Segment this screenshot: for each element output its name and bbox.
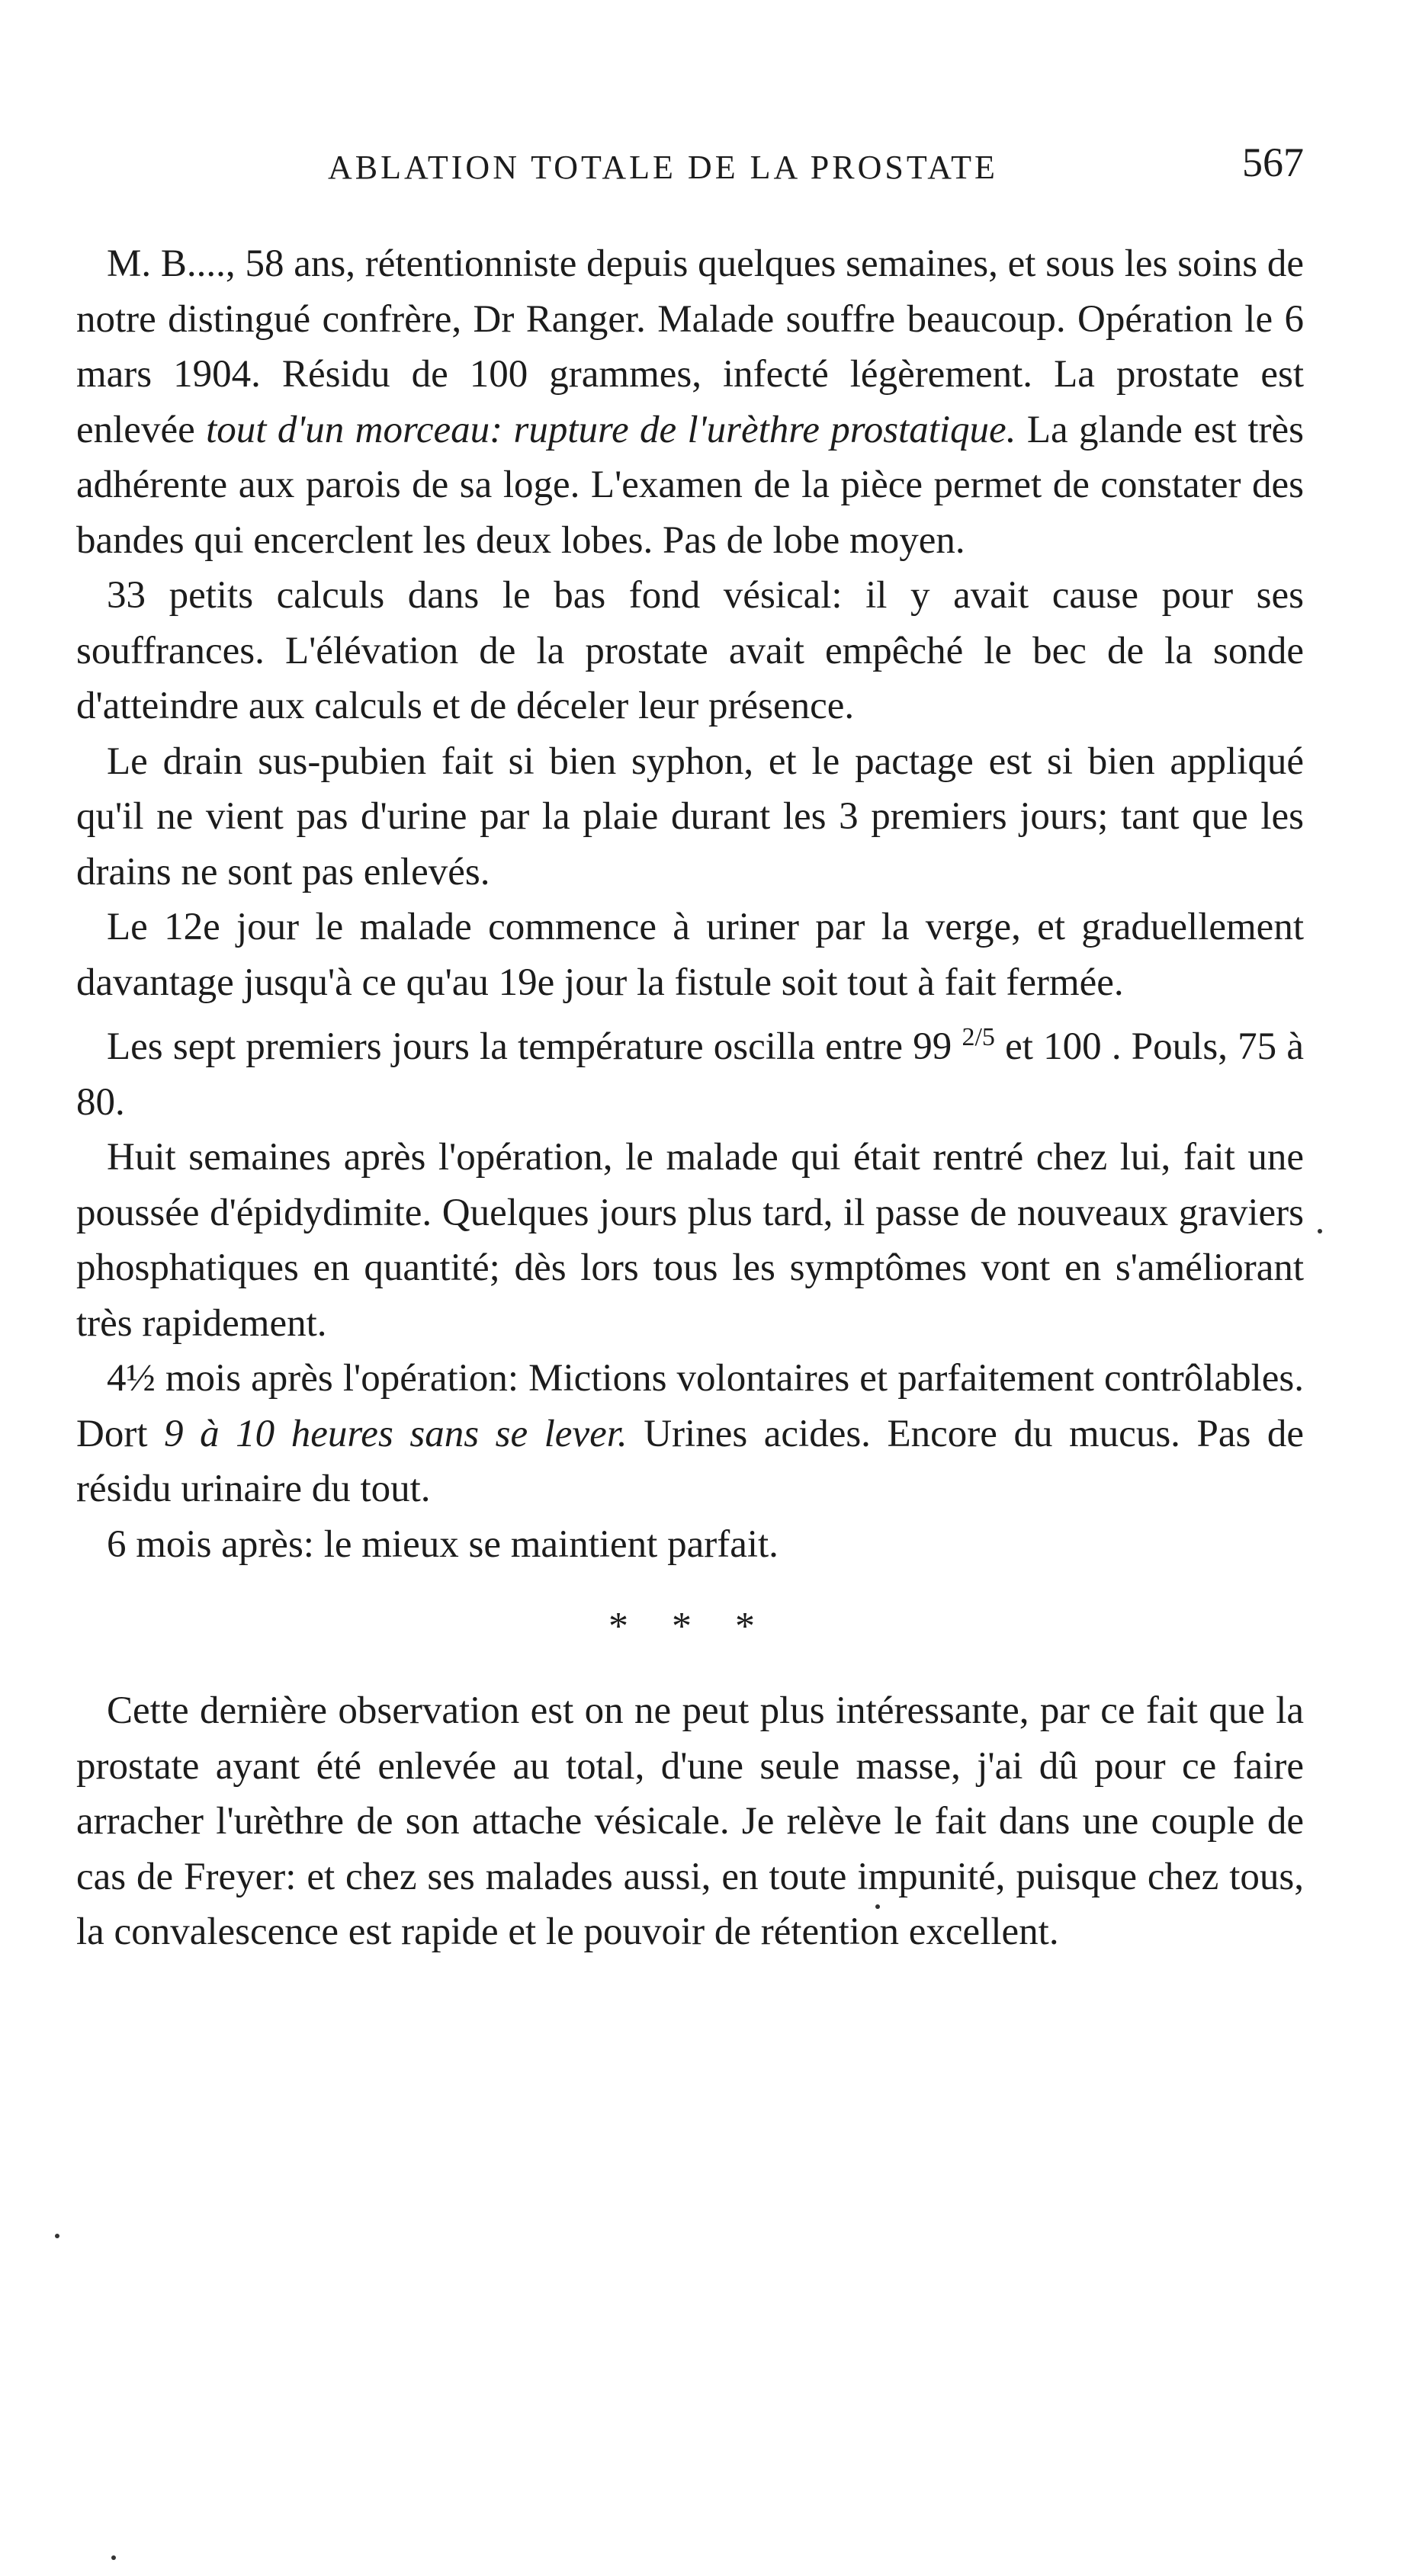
paragraph-eight-weeks: Huit semaines après l'opération, le malade qui était rentré chez lui, fait une poussée d'épidydimite. Quelques jours plus tard, il passe de nouveaux graviers phosphatiques en quantité; dès lors tous les symptômes vont en s'améliorant très rapidement. [76,1136,1304,1345]
paragraph-conclusion: Cette dernière observation est on ne peut plus intéressante, par ce fait que la prostate ayant été enlevée au total, d'une seule masse, j'ai dû pour ce faire arracher l'urèthre de son attache vésicale. Je relève le fait dans une couple de cas de Freyer: et chez ses malades aussi, en toute impunité, puisque chez tous, la convalescence est rapide et le pouvoir de rétention excellent. [76,1689,1304,1953]
paragraph-drain: Le drain sus-pubien fait si bien syphon, et le pactage est si bien appliqué qu'il ne vient pas d'urine par la plaie durant les 3 premiers jours; tant que les drains ne sont pas enlevés. [76,739,1304,893]
book-page [76,0,1304,2576]
page-header [76,139,1304,200]
paragraph-text: Les sept premiers jours la température oscilla entre 99 [107,1025,962,1068]
margin-speck [55,2234,59,2238]
paragraph-text: M. B...., 58 ans, rétentionniste depuis quelques semaines, et sous les soins de notre distingué confrère, Dr Ranger. Malade souffre beaucoup. Opération le 6 mars 1904. Résidu de 100 grammes, infecté légèrement. La prostate est enlevée [76,242,1304,451]
paragraph-text-continued: et 100 . Pouls, 75 à 80. [76,1025,1304,1124]
paragraph-urination: Le 12e jour le malade commence à uriner par la verge, et graduellement davantage jusqu'à ce qu'au 19e jour la fistule soit tout à fait fermée. [76,906,1304,1004]
section-separator: * * * [608,1605,772,1648]
paragraph-temperature [76,1010,1304,1130]
paragraph-text-continued: Urines acides. Encore du mucus. Pas de résidu urinaire du tout. [76,1412,1305,1510]
italic-sleep-note: 9 à 10 heures sans se lever. [164,1412,628,1455]
body-text [76,236,1304,1960]
paragraph-four-months [76,1351,1304,1517]
paragraph-case-report [76,236,1304,568]
paragraph-text: 4½ mois après l'opération: Mictions volontaires et parfaitement contrôlables. Dort [76,1357,1304,1455]
page-number: 567 [1242,140,1304,185]
italic-finding: tout d'un morceau: rupture de l'urèthre prostatique. [206,408,1016,451]
paragraph-calculi: 33 petits calculs dans le bas fond vésical: il y avait cause pour ses souffrances. L'élévation de la prostate avait empêché le bec de la sonde d'atteindre aux calculs et de déceler leur présence. [76,574,1304,727]
paragraph-text-continued: La glande est très adhérente aux parois de sa loge. L'examen de la pièce permet de constater des bandes qui encerclent les deux lobes. Pas de lobe moyen. [76,408,1304,562]
margin-speck [875,1904,880,1909]
paragraph-six-months: 6 mois après: le mieux se maintient parfait. [107,1522,779,1566]
running-title: ABLATION TOTALE DE LA PROSTATE [328,149,998,186]
margin-speck [1318,1229,1322,1233]
fraction: 2/5 [962,1023,995,1051]
margin-speck [111,2555,116,2560]
